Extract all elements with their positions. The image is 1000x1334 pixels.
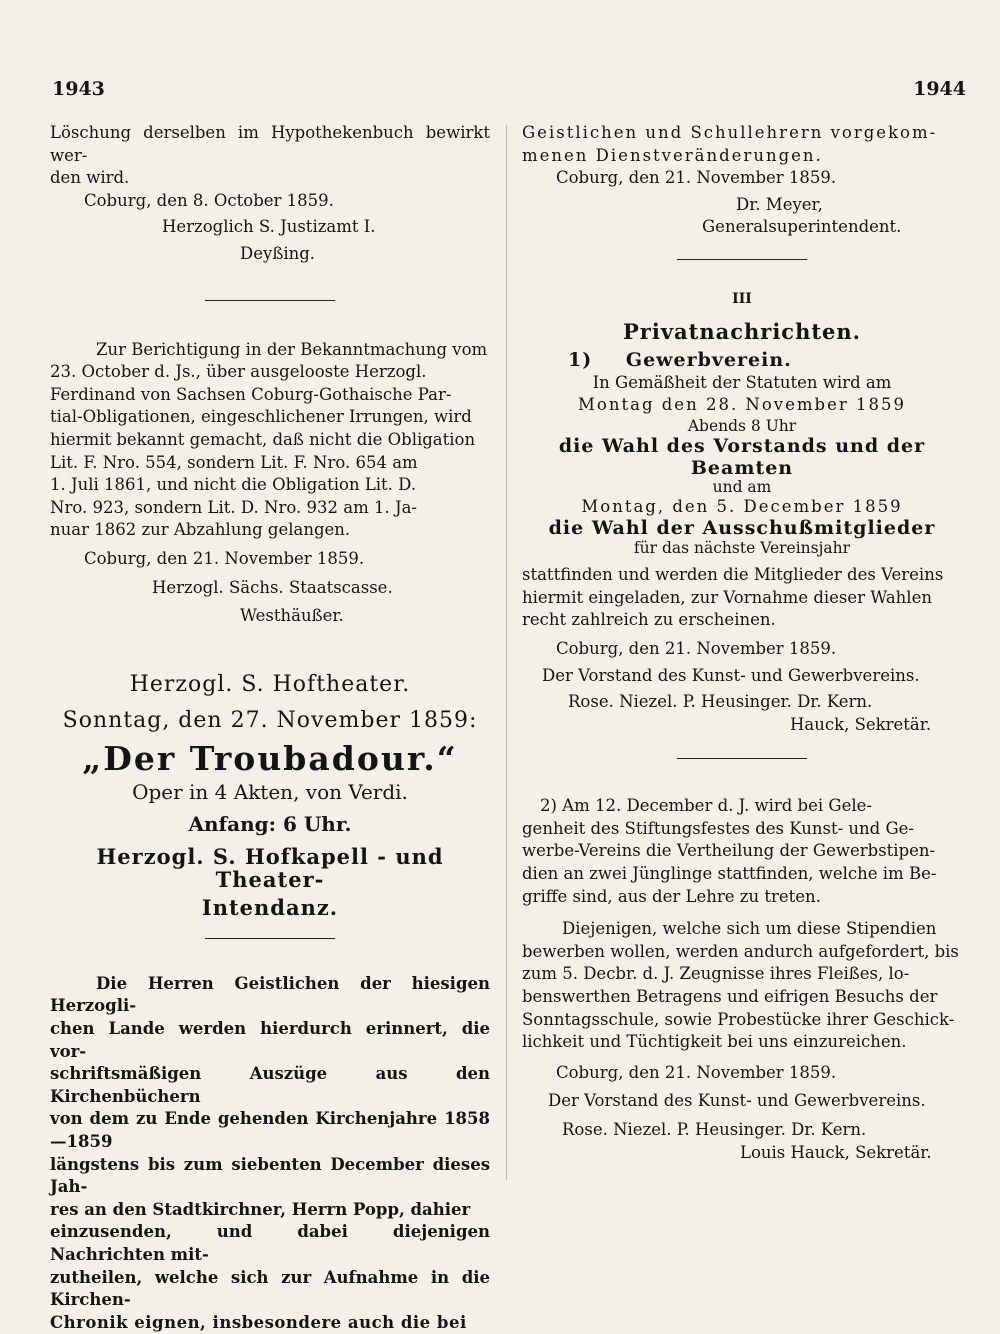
text-line: schriftsmäßigen Auszüge aus den Kirchenbüchern [50, 1064, 490, 1106]
theatre-subtitle: Oper in 4 Akten, von Verdi. [132, 779, 408, 804]
notice-signatures: Rose. Niezel. P. Heusinger. Dr. Kern. [562, 1120, 867, 1139]
text-line: hiermit bekannt gemacht, daß nicht die Obligation [50, 429, 476, 449]
notice-date: Coburg, den 8. October 1859. [84, 190, 334, 210]
notice-kirchenbuecher [50, 973, 490, 1334]
notice-geistliche [522, 122, 962, 239]
text-line: den wird. [50, 168, 130, 188]
notice-secretary: Hauck, Sekretär. [790, 714, 932, 734]
gewerbverein-notice [522, 349, 962, 736]
theatre-heading: Herzogl. S. Hoftheater. [129, 671, 411, 697]
text-line: benswerthen Betragens und eifrigen Besuchs der [522, 987, 938, 1007]
text-line: genheit des Stiftungsfestes des Kunst- und Ge- [522, 818, 914, 838]
agenda-item: Beamten [690, 456, 794, 479]
divider [677, 758, 807, 759]
right-column [522, 122, 962, 1164]
text-line: Geistlichen und Schullehrern vorgekom- [522, 123, 938, 142]
notice-signature: Westhäußer. [240, 606, 344, 626]
text-line: dien an zwei Jünglinge stattfinden, welche im Be- [522, 864, 937, 884]
theatre-title: „Der Troubadour.“ [82, 738, 458, 778]
item-title: Gewerbverein. [625, 349, 792, 372]
text-line: Sonntagsschule, sowie Probestücke ihrer Geschick- [522, 1009, 955, 1029]
notice-authority: Der Vorstand des Kunst- und Gewerbvereins. [542, 665, 920, 685]
text-line: einzusenden, und dabei diejenigen Nachrichten mit- [50, 1222, 490, 1264]
text-line: 1. Juli 1861, und nicht die Obligation Lit. D. [50, 475, 417, 495]
notice-signature: Deyßing. [240, 243, 316, 263]
text-line: bewerben wollen, werden andurch aufgefordert, bis [522, 941, 959, 961]
text-line: Ferdinand von Sachsen Coburg-Gothaische Par- [50, 384, 452, 404]
gewerbverein-heading [522, 349, 962, 372]
notice-hypothek [50, 122, 490, 266]
text-line: griffe sind, aus der Lehre zu treten. [522, 886, 821, 906]
page-number-left: 1943 [52, 78, 105, 100]
theatre-start: Anfang: 6 Uhr. [188, 812, 352, 837]
text-line: menen Dienstveränderungen. [522, 145, 823, 165]
notice-signature: Dr. Meyer, [736, 194, 823, 214]
meeting-time: Abends 8 Uhr [687, 416, 797, 435]
text-line: Diejenigen, welche sich um diese Stipendien [562, 919, 937, 939]
item-number: 1) [568, 349, 593, 372]
text-line: res an den Stadtkirchner, Herrn Popp, dahier [50, 1199, 471, 1219]
text-line: 23. October d. Js., über ausgelooste Herzogl. [50, 362, 427, 382]
text-line: Die Herren Geistlichen der hiesigen Herzogli- [50, 973, 490, 1016]
text-line: Zur Berichtigung in der Bekanntmachung vom [96, 339, 488, 359]
notice-date: Coburg, den 21. November 1859. [556, 168, 837, 188]
text-line: nuar 1862 zur Abzahlung gelangen. [50, 520, 351, 540]
text-line: für das nächste Vereinsjahr [633, 539, 851, 558]
notice-date: Coburg, den 21. November 1859. [556, 1062, 837, 1082]
text-line: Nro. 923, sondern Lit. D. Nro. 932 am 1. Ja- [50, 497, 417, 517]
text-line: stattfinden und werden die Mitglieder des Vereins [522, 565, 944, 585]
section-number: III [732, 290, 752, 307]
theatre-org: Herzogl. S. Hofkapell - und Theater- [96, 844, 444, 892]
text-line: Chronik eignen, insbesondere auch die bei [50, 1312, 467, 1332]
text-line: lichkeit und Tüchtigkeit bei uns einzureichen. [522, 1032, 907, 1052]
theatre-date: Sonntag, den 27. November 1859: [62, 708, 478, 734]
meeting-date: Montag, den 5. December 1859 [581, 496, 903, 516]
text-line: 2) Am 12. December d. J. wird bei Gele- [540, 796, 872, 816]
notice-obligationen [50, 339, 490, 628]
text-line: werbe-Vereins die Vertheilung der Gewerbstipen- [522, 841, 936, 861]
theatre-org: Intendanz. [201, 895, 339, 921]
text-line: In Gemäßheit der Statuten wird am [592, 372, 892, 392]
section-title: Privatnachrichten. [622, 318, 861, 344]
divider [205, 938, 335, 939]
notice-date: Coburg, den 21. November 1859. [84, 548, 365, 568]
divider [205, 300, 335, 301]
text-line: recht zahlreich zu erscheinen. [522, 610, 776, 630]
meeting-date: Montag den 28. November 1859 [578, 395, 906, 415]
notice-bewerbung [522, 918, 962, 1164]
text-line: zum 5. Decbr. d. J. Zeugnisse ihres Fleißes, lo- [522, 964, 910, 984]
notice-secretary: Louis Hauck, Sekretär. [740, 1142, 932, 1162]
text-line: zutheilen, welche sich zur Aufnahme in die Kirchen- [50, 1267, 490, 1310]
notice-signature-title: Generalsuperintendent. [702, 217, 902, 237]
notice-authority: Herzogl. Sächs. Staatscasse. [152, 577, 393, 597]
text-line: Löschung derselben im Hypothekenbuch bewirkt wer- [50, 123, 490, 165]
notice-signatures: Rose. Niezel. P. Heusinger. Dr. Kern. [568, 692, 873, 712]
text-line: hiermit eingeladen, zur Vornahme dieser Wahlen [522, 587, 932, 607]
theatre-announcement [50, 671, 490, 921]
left-column [50, 122, 490, 1334]
text-line: Lit. F. Nro. 554, sondern Lit. F. Nro. 654 am [50, 452, 418, 472]
text-line: von dem zu Ende gehenden Kirchenjahre 1858—1859 [50, 1109, 490, 1151]
notice-date: Coburg, den 21. November 1859. [556, 638, 837, 658]
agenda-item: die Wahl des Vorstands und der [558, 434, 926, 457]
divider [677, 259, 807, 260]
notice-stipendien [522, 795, 962, 908]
notice-authority: Der Vorstand des Kunst- und Gewerbvereins. [548, 1091, 926, 1111]
agenda-item: die Wahl der Ausschußmitglieder [548, 517, 936, 540]
notice-authority: Herzoglich S. Justizamt I. [162, 217, 376, 237]
page-number-right: 1944 [913, 78, 966, 100]
column-separator [506, 125, 507, 1180]
text-line: chen Lande werden hierdurch erinnert, die vor- [50, 1019, 490, 1061]
text-line: tial-Obligationen, eingeschlichener Irrungen, wird [50, 407, 472, 427]
text-line: und am [712, 477, 772, 496]
text-line: längstens bis zum siebenten December dieses Jah- [50, 1154, 490, 1197]
